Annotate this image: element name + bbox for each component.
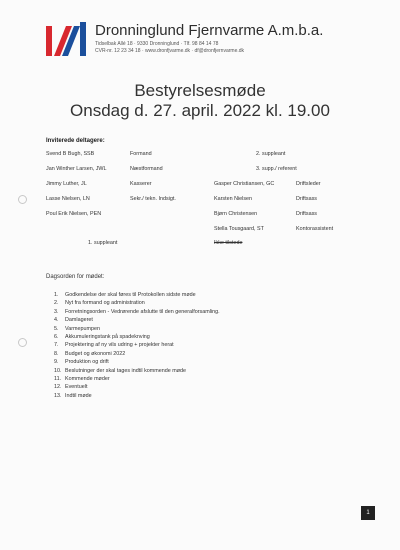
participant-name: Poul Erik Nielsen, PEN — [46, 211, 102, 217]
agenda-item — [54, 341, 220, 349]
participant-role: 1. suppleant — [88, 240, 118, 246]
agenda-number: 9. — [54, 359, 59, 366]
participant-role: 3. supp./ referent — [256, 166, 297, 172]
agenda-number: 5. — [54, 325, 59, 332]
agenda-number: 1. — [54, 292, 59, 298]
agenda-number: 8. — [54, 350, 59, 357]
participant-role: Driftsass — [296, 196, 317, 202]
participants-heading: Inviterede deltagere: — [46, 138, 105, 144]
agenda-item — [54, 375, 220, 383]
agenda-item — [54, 358, 220, 366]
agenda-item — [54, 299, 220, 307]
participant-name: Bjørn Christensen — [214, 211, 258, 217]
agenda-text: Budget og økonomi 2022 — [65, 350, 126, 357]
agenda-text: Beslutninger der skal tages indtil kommende møde — [65, 367, 187, 374]
agenda-item — [54, 367, 220, 375]
agenda-text: Produktion og drift — [65, 359, 109, 366]
participant-name: Karsten Nielsen — [214, 196, 253, 202]
participant-name: Lasse Nielsen, LN — [46, 196, 90, 202]
agenda-item — [54, 383, 220, 391]
participant-role: Sekr./ tekn. Indsigt. — [130, 196, 176, 202]
agenda-text: Akkumuleringstank på spadeknving — [65, 334, 150, 341]
agenda-list — [54, 291, 220, 400]
participant-name: Svend B Bugh, SSB — [46, 151, 95, 157]
participant-name: 2. suppleant — [256, 151, 286, 157]
agenda-number: 11. — [54, 376, 62, 383]
agenda-item — [54, 392, 220, 400]
agenda-number: 6. — [54, 334, 59, 341]
participant-role: Driftsass — [296, 211, 317, 217]
agenda-item — [54, 291, 220, 299]
agenda-item — [54, 316, 220, 324]
page-number: 1 — [361, 506, 375, 520]
agenda-text: Eventuelt — [65, 384, 88, 391]
punch-hole — [18, 195, 27, 204]
agenda-text: Forretningsorden - Vedrørende afslutte til den generalforsamling. — [65, 308, 220, 315]
agenda-item — [54, 325, 220, 333]
participant-role: Kontorassistent — [296, 226, 334, 232]
agenda-text: Nyt fra formand og administration — [65, 300, 145, 307]
company-logo — [46, 22, 86, 56]
company-address: Tidselbak Allé 18 · 9330 Dronninglund · Tlf. 98 84 14 78 — [95, 41, 219, 47]
agenda-item — [54, 308, 220, 316]
agenda-text: Damlageret — [65, 317, 93, 324]
agenda-item — [54, 350, 220, 358]
participant-role: Kasserer — [130, 181, 152, 187]
agenda-text: Varmepumpen — [65, 325, 100, 332]
participant-role: Formand — [130, 151, 152, 157]
agenda-number: 10. — [54, 367, 62, 374]
meeting-title: Bestyrelsesmøde — [134, 81, 266, 100]
company-name: Dronninglund Fjernvarme A.m.b.a. — [95, 22, 324, 39]
agenda-number: 12. — [54, 384, 62, 391]
agenda-heading: Dagsorden for mødet: — [46, 274, 105, 280]
agenda-number: 3. — [54, 308, 59, 315]
agenda-text: Indtil møde — [65, 392, 92, 399]
agenda-text: Godkendelse der skal føres til Protokollen sidste møde — [65, 292, 196, 298]
participant-name: Stella Tousgaard, ST — [214, 226, 264, 232]
agenda-number: 2. — [54, 300, 59, 307]
agenda-text: Projektering af ny vils udring + projekter herat — [65, 342, 174, 349]
agenda-number: 13. — [54, 392, 62, 399]
participant-name: Gasper Christiansen, GC — [214, 181, 275, 187]
participant-name: Jan Winther Larsen, JWL — [46, 166, 107, 172]
agenda-number: 7. — [54, 342, 59, 349]
agenda-number: 4. — [54, 317, 59, 324]
participant-status: Ikke tilstede — [214, 240, 243, 246]
meeting-date: Onsdag d. 27. april. 2022 kl. 19.00 — [70, 101, 330, 120]
participant-role: Næstformand — [130, 166, 163, 172]
agenda-item — [54, 333, 220, 341]
punch-hole — [18, 338, 27, 347]
agenda-text: Kommende møder — [65, 376, 110, 383]
participant-name: Jimmy Luther, JL — [46, 181, 87, 187]
company-contact: CVR-nr. 12 23 34 18 · www.dronfjvarme.dk · df@dronfjernvarme.dk — [95, 48, 245, 54]
participant-role: Driftsleder — [296, 181, 321, 187]
